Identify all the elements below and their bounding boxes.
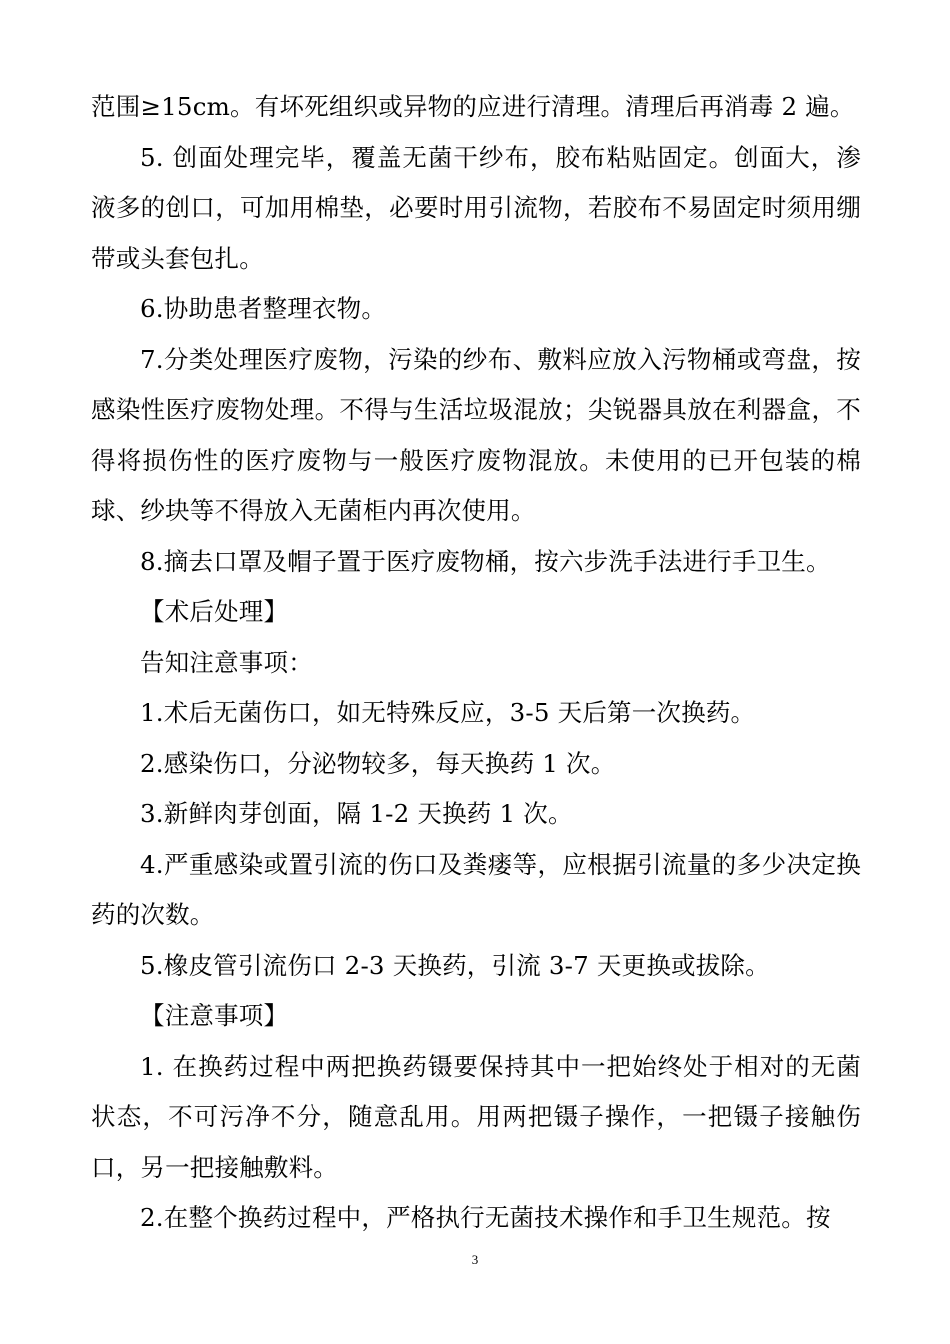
post-op-item-5: 5.橡皮管引流伤口 2-3 天换药，引流 3-7 天更换或拔除。: [140, 950, 770, 980]
paragraph-step-8-hand-hygiene: 8.摘去口罩及帽子置于医疗废物桶，按六步洗手法进行手卫生。: [140, 546, 831, 576]
paragraph-notice-intro: 告知注意事项：: [140, 647, 313, 677]
paragraph-step-7-waste: 7.分类处理医疗废物，污染的纱布、敷料应放入污物桶或弯盘，按感染性医疗废物处理。不得与生活垃圾混放；尖锐器具放在利器盒，不得将损伤性的医疗废物与一般医疗废物混放。未使用的已开包装的棉球、纱块等不得放入无菌柜内再次使用。: [91, 344, 861, 525]
post-op-item-4: 4.严重感染或置引流的伤口及粪瘘等，应根据引流量的多少决定换药的次数。: [91, 849, 861, 929]
post-op-item-3: 3.新鲜肉芽创面，隔 1-2 天换药 1 次。: [140, 799, 573, 828]
paragraph-step-6-clothing: 6.协助患者整理衣物。: [140, 294, 387, 323]
page-number: 3: [471, 1252, 479, 1267]
document-body: [91, 82, 861, 1244]
paragraph-step-5-dressing: 5. 创面处理完毕，覆盖无菌干纱布，胶布粘贴固定。创面大，渗液多的创口，可加用棉垫，必要时用引流物，若胶布不易固定时须用绷带或头套包扎。: [91, 142, 861, 273]
post-op-item-2: 2.感染伤口，分泌物较多，每天换药 1 次。: [140, 748, 616, 778]
precaution-item-1: 1. 在换药过程中两把换药镊要保持其中一把始终处于相对的无菌状态，不可污净不分，随意乱用。用两把镊子操作，一把镊子接触伤口，另一把接触敷料。: [91, 1051, 861, 1182]
section-heading-precautions: 【注意事项】: [140, 1001, 289, 1030]
paragraph-wound-cleaning-range: 范围≥15cm。有坏死组织或异物的应进行清理。清理后再消毒 2 遍。: [91, 92, 855, 121]
section-heading-post-op: 【术后处理】: [140, 597, 289, 626]
post-op-item-1: 1.术后无菌伤口，如无特殊反应，3-5 天后第一次换药。: [140, 698, 756, 727]
precaution-item-2: 2.在整个换药过程中，严格执行无菌技术操作和手卫生规范。按: [140, 1203, 831, 1232]
